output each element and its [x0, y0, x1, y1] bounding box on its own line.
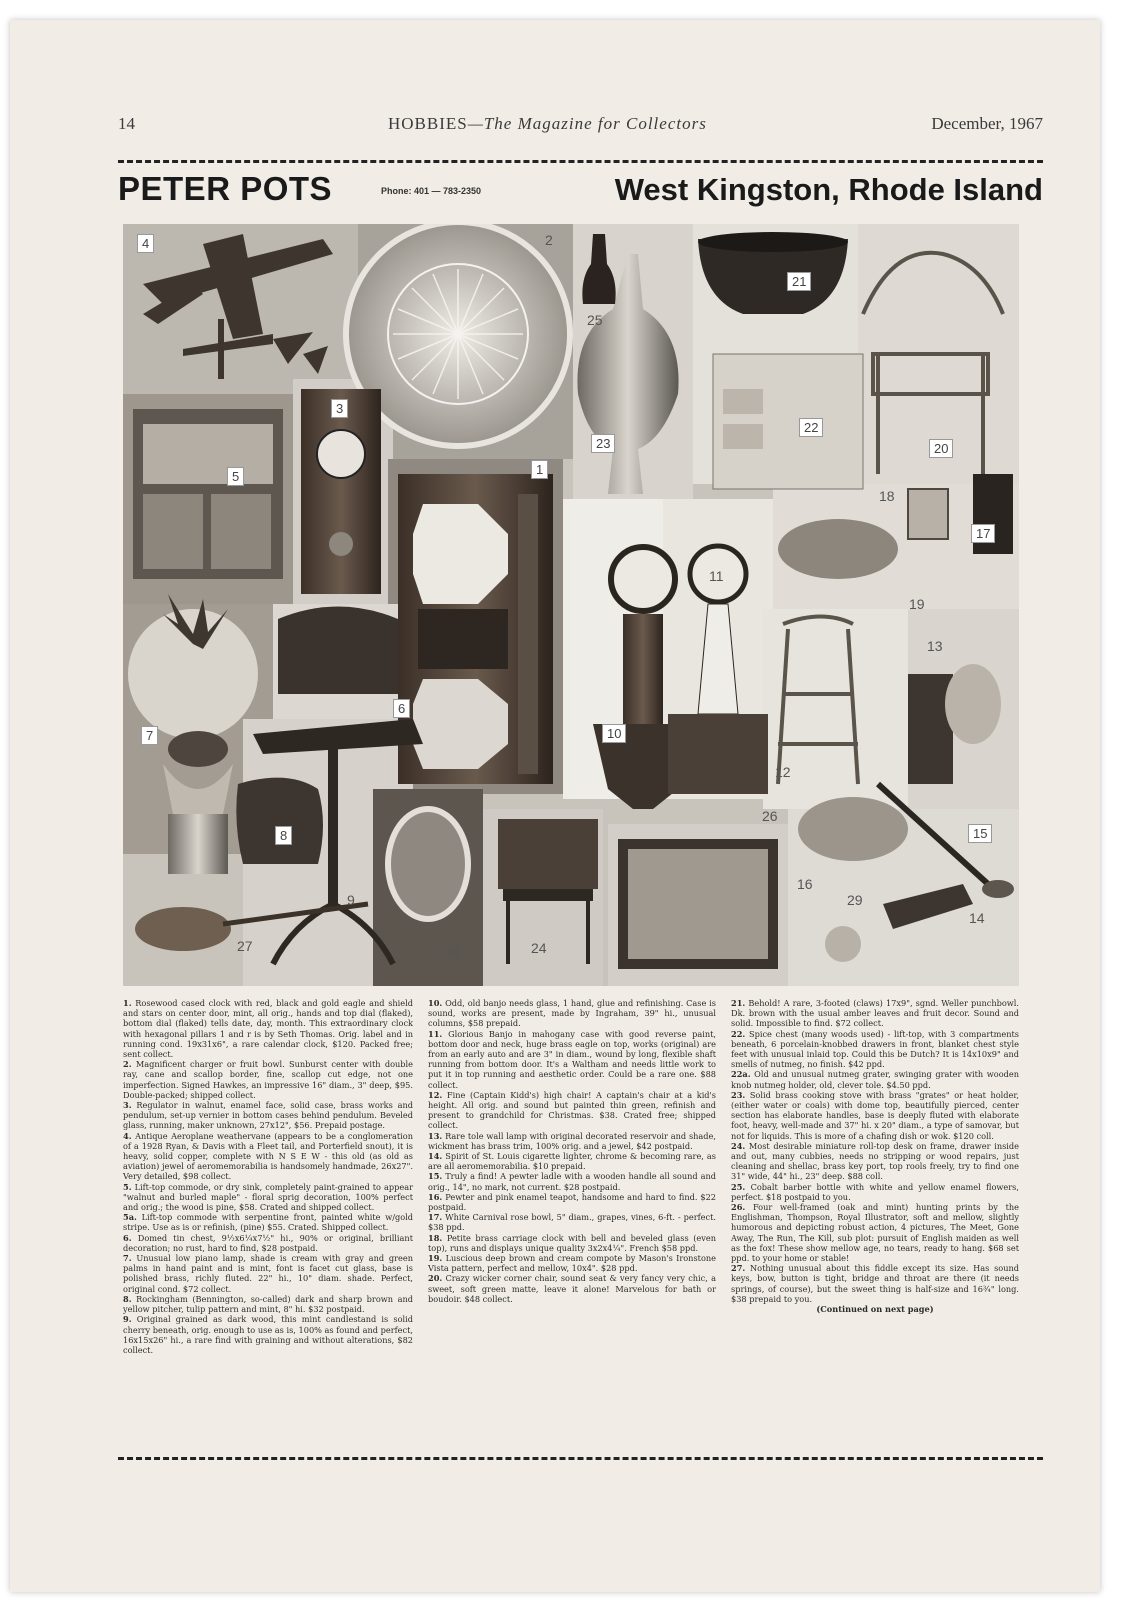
continued-note: (Continued on next page) — [816, 1304, 934, 1315]
item-label-12: 12 — [775, 764, 791, 780]
bottom-divider — [118, 1457, 1043, 1460]
item-label-3: 3 — [331, 399, 348, 418]
dealer-location: West Kingston, Rhode Island — [614, 172, 1043, 207]
item-label-23: 23 — [591, 434, 615, 453]
listing-item: 27. Nothing unusual about this fiddle except its size. Has sound keys, bow, button is tight, bridge and throat are there (it needs springs, of course), but the sweet thing is half-size and 16¾" long. $38 prepaid to you. — [731, 1263, 1019, 1304]
item-label-4: 4 — [137, 234, 154, 253]
listing-item: 3. Regulator in walnut, enamel face, solid case, brass works and pendulum, set-up vernier in bottom cases behind pendulum. Beveled glass, running, maker unknown, 27x12", $56. Prepaid postage. — [123, 1100, 414, 1131]
listing-item: 2. Magnificent charger or fruit bowl. Sunburst center with double ray, cane and scallop border, fine, scallop cut edge, not one imperfection. Signed Hawkes, an impressive 16" diam., 3" deep, $95. Double-packed; shipped collect. — [123, 1059, 413, 1100]
item-label-8: 8 — [275, 826, 292, 845]
top-divider — [118, 160, 1043, 163]
listing-item: 22a. Old and unusual nutmeg grater, swinging grater with wooden knob nutmeg holder, old, clever tole. $4.50 ppd. — [731, 1069, 1019, 1090]
page-number: 14 — [118, 114, 135, 133]
item-label-19: 19 — [909, 596, 925, 612]
item-label-24: 24 — [531, 940, 547, 956]
item-label-27: 27 — [237, 938, 253, 954]
listing-item: 6. Domed tin chest, 9½x6¼x7½" hi., 90% or original, brilliant decoration; no rust, hard to find, $28 postpaid. — [123, 1232, 413, 1253]
listing-item: 13. Rare tole wall lamp with original decorated reservoir and shade, wickment has brass trim, 100% orig. and a jewel, $42 postpaid. — [428, 1130, 716, 1151]
dealer-name: PETER POTS — [118, 170, 333, 207]
magazine-title: HOBBIES—The Magazine for Collectors — [388, 114, 707, 133]
listing-column-1 — [123, 998, 413, 1355]
item-label-10: 10 — [602, 724, 626, 743]
item-label-18: 18 — [879, 488, 895, 504]
item-label-5: 5 — [227, 467, 244, 486]
listing-item: 11. Glorious Banjo in mahogany case with good reverse paint, bottom door and neck, huge brass eagle on top, works (original) are from an early auto and are 3" in diam., wound by long, flexible shaft running from bottom door. It's a Waltham and needs little work to put it in top running and aesthetic order. Could be a rare one. $88 collect. — [428, 1028, 717, 1090]
item-label-21: 21 — [787, 272, 811, 291]
listing-item: 7. Unusual low piano lamp, shade is cream with gray and green palms in hand paint and is mint, font is facet cut glass, base is polished brass, richly fluted. 22" hi., 10" diam. shade. Perfect, original cond. $72 collect. — [123, 1253, 413, 1294]
item-label-7: 7 — [141, 726, 158, 745]
item-label-22: 22 — [799, 418, 823, 437]
item-label-6: 6 — [393, 699, 410, 718]
listing-item: 21. Behold! A rare, 3-footed (claws) 17x9", sgnd. Weller punchbowl. Dk. brown with the usual amber leaves and fruit decor. Sound and solid. Impossible to find. $72 collect. — [731, 998, 1019, 1029]
collage-illustration — [123, 224, 1019, 986]
item-label-17: 17 — [971, 524, 995, 543]
listing-item: 22. Spice chest (many woods used) - lift-top, with 3 compartments beneath, 6 porcelain-knobbed drawers in front, blanket chest style feet with unusual inlaid top. Could this be Dutch? It is 14x10x9" and smells of nutmeg, no finish. $42 ppd. — [731, 1028, 1019, 1070]
listing-item: 15. Truly a find! A pewter ladle with a wooden handle all sound and orig., 14", no mark, not current. $28 postpaid. — [428, 1171, 716, 1192]
listing-item: 12. Fine (Captain Kidd's) high chair! A captain's chair at a kid's height. All orig. and sound but painted thin green, refinish and present to grandchild for Christmas. $38. Crated free; shipped collect. — [428, 1089, 717, 1131]
item-label-13: 13 — [927, 638, 943, 654]
listing-item: 25. Cobalt barber bottle with white and yellow enamel flowers, perfect. $18 postpaid to you. — [731, 1181, 1019, 1202]
antiques-photo-collage — [123, 224, 1019, 986]
item-label-9: 9 — [347, 892, 355, 908]
listing-item: 1. Rosewood cased clock with red, black and gold eagle and shield and stars on center door, mint, all orig., hands and top dial (flaked), bottom dial (flaked) tells date, day, month. This extraordinary clock with hexagonal pillars 1 and r is by Seth Thomas. Orig. label and in running cond. 19x31x6", a rare calendar clock, $120. Packed free; sent collect. — [123, 998, 414, 1060]
issue-date: December, 1967 — [931, 114, 1043, 133]
item-label-15: 15 — [968, 824, 992, 843]
listing-item: 19. Luscious deep brown and cream compote by Mason's Ironstone Vista pattern, perfect and mellow, 10x4". $28 ppd. — [428, 1253, 716, 1274]
listing-item: 5. Lift-top commode, or dry sink, completely paint-grained to appear "walnut and burled maple" - floral sprig decoration, 100% perfect and orig.; the wood is pine, $58. Crated and shipped collect. — [123, 1181, 413, 1213]
listing-item: 17. White Carnival rose bowl, 5" diam., grapes, vines, 6-ft. - perfect. $38 ppd. — [428, 1212, 716, 1233]
item-label-11: 11 — [709, 568, 724, 584]
item-label-29: 29 — [847, 892, 863, 908]
listing-item: 20. Crazy wicker corner chair, sound seat & very fancy very chic, a sweet, soft green matte, leave it alone! Marvelous for bath or boudoir. $48 collect. — [428, 1273, 716, 1304]
item-label-26: 26 — [762, 808, 778, 824]
item-label-25: 25 — [587, 312, 603, 328]
listing-item: 14. Spirit of St. Louis cigarette lighter, chrome & becoming rare, as are all aeromemorabilia. $10 prepaid. — [428, 1151, 717, 1172]
item-label-14: 14 — [969, 910, 985, 926]
item-label-1: 1 — [531, 460, 548, 479]
item-label-20: 20 — [929, 439, 953, 458]
listing-item: 9. Original grained as dark wood, this mint candlestand is solid cherry beneath, orig. enough to use as is, 100% as found and perfect, 16x15x26" hi., a rare find with graining and without alterations, $82 collect. — [123, 1314, 413, 1355]
listing-item: 26. Four well-framed (oak and mint) hunting prints by the Englishman, Thompson, Royal Illustrator, soft and mellow, slightly humorous and depicting robust action, 4 pictures, The Meet, Gone Away, The Run, The Kill, sub plot: pursuit of English maiden as well as the fox! These show mellow age, no tears, ready to hang. $68 set ppd. to your home or stable! — [731, 1202, 1019, 1264]
listing-item: 16. Pewter and pink enamel teapot, handsome and hard to find. $22 postpaid. — [428, 1191, 717, 1213]
listing-item: 24. Most desirable miniature roll-top desk on frame, drawer inside and out, many cubbies, needs no stripping or wood repairs, just cleaning and shellac, brass key port, top rools freely, try to find one 31" wide, 44" hi., 23" deep. $88 coll. — [731, 1140, 1019, 1182]
listing-item: 8. Rockingham (Bennington, so-called) dark and sharp brown and yellow pitcher, tulip pattern and mint, 8" hi. $32 postpaid. — [123, 1293, 413, 1315]
listing-item: 4. Antique Aeroplane weathervane (appears to be a conglomeration of a 1928 Ryan, & Davis with a Fleet tail, and Porterfield snout), it is heavy, solid copper, complete with N S E W - this old (as old as aviation) jewel of aeromemorabilia is handsomely handmade, 26x27". Very detailed, $98 collect. — [123, 1130, 414, 1182]
listing-column-2 — [428, 998, 716, 1304]
masthead — [118, 170, 1043, 218]
listing-item: 23. Solid brass cooking stove with brass "grates" or heat holder, (either water or coals) with dome top, beautifully pierced, center section has elaborate handles, base is deeply fluted with elaborate foot, heavy, well-made and 37" hi. x 20" diam., a type of samovar, but not for liquids. This is more of a chafing dish or wok. $120 coll. — [731, 1089, 1019, 1141]
listing-item: 18. Petite brass carriage clock with bell and beveled glass (even top), runs and displays unique quality 3x2x4¼". French $58 ppd. — [428, 1232, 716, 1253]
listing-column-3 — [731, 998, 1019, 1314]
listing-item: 10. Odd, old banjo needs glass, 1 hand, glue and refinishing. Case is sound, works are present, made by Ingraham, 39" hi., unusual columns, $58 prepaid. — [428, 998, 717, 1029]
listing-item: 5a. Lift-top commode with serpentine front, painted white w/gold stripe. Use as is or refinish, (pine) $55. Crated. Shipped collect. — [123, 1212, 413, 1233]
item-label-16: 16 — [797, 876, 813, 892]
item-label-28: 28 — [445, 944, 461, 960]
item-label-2: 2 — [545, 232, 553, 248]
dealer-phone: Phone: 401 — 783-2350 — [381, 186, 482, 196]
